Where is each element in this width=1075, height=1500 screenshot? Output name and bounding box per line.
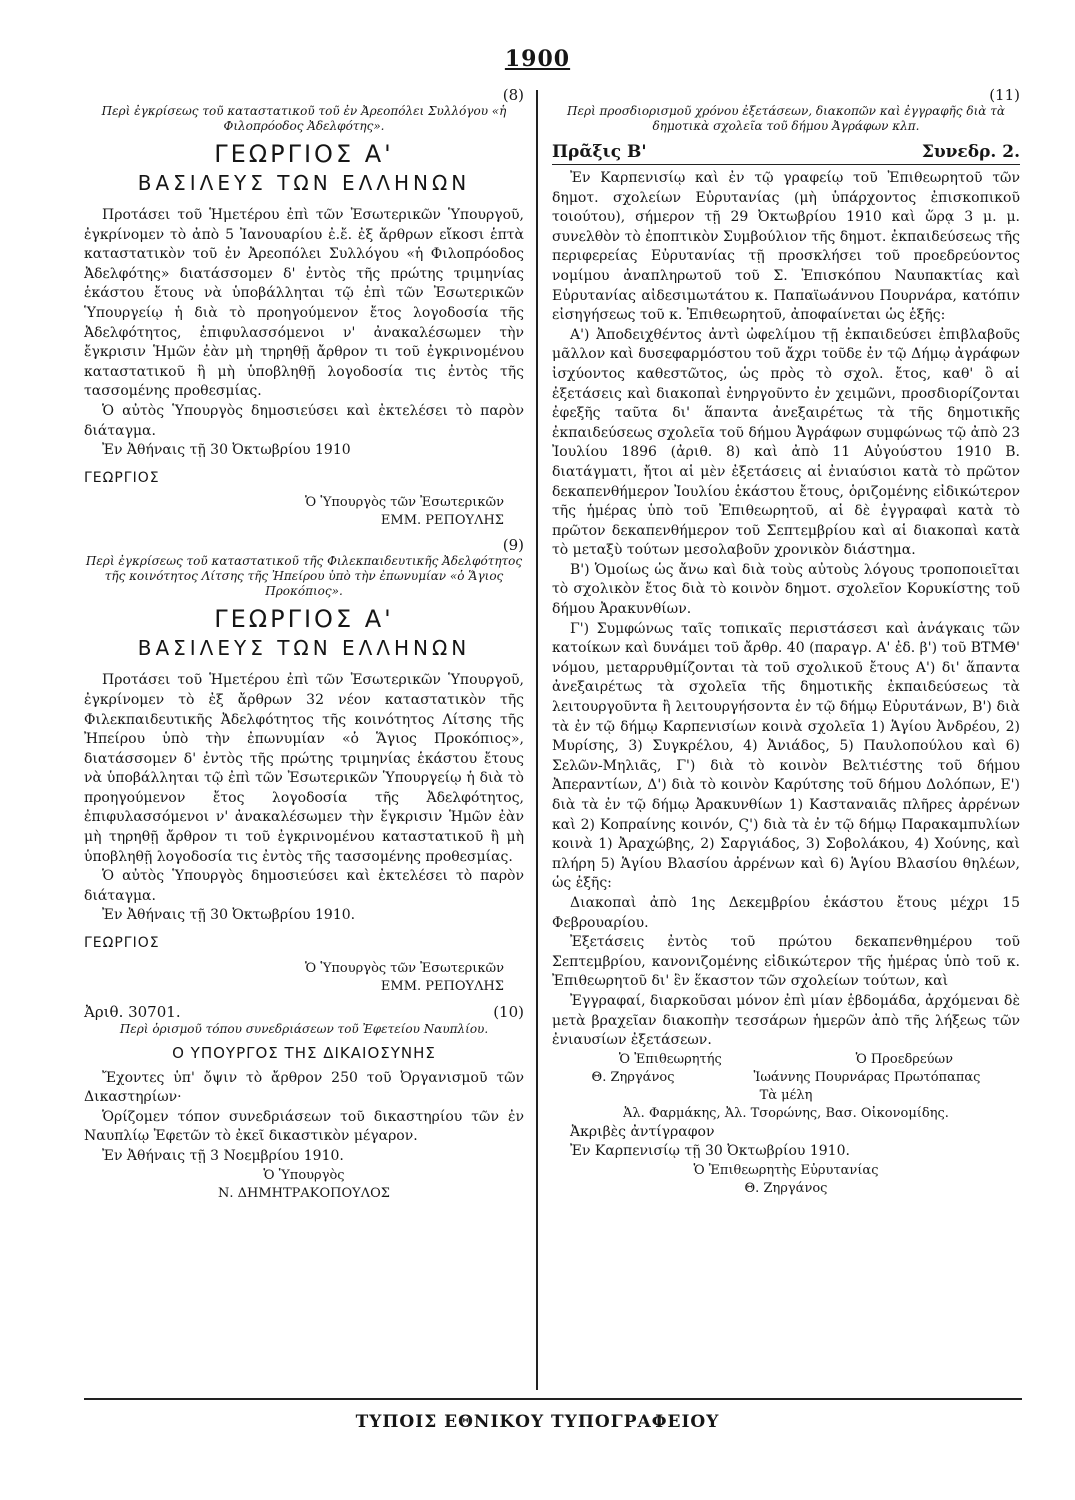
decree-number: (9) [502,536,524,555]
right-column [552,86,1020,1198]
decree-order: Ὁ αὐτὸς Ὑπουργὸς δημοσιεύσει καὶ ἐκτελέσει τὸ παρὸν διάταγμα. [84,868,524,904]
signer-name: Ν. ΔΗΜΗΤΡΑΚΟΠΟΥΛΟΣ [217,1185,390,1201]
minister-title: Ὁ Ὑπουργὸς τῶν Ἐσωτερικῶν [305,495,504,511]
king-heading: ΓΕΩΡΓΙΟΣ Α' [214,140,394,168]
column-divider [536,90,538,1390]
decree-subject: Περὶ ἐγκρίσεως τοῦ καταστατικοῦ τῆς Φιλεκπαιδευτικῆς Ἀδελφότητος τῆς κοινότητος Λίτσης τῆς Ἠπείρου ὑπὸ τὴν ἐπωνυμίαν «ὁ Ἅγιος Προκόπιος». [85,554,523,599]
act-number: (11) [989,86,1020,104]
decree-body: Προτάσει τοῦ Ἡμετέρου ἐπὶ τῶν Ἐσωτερικῶν Ὑπουργοῦ, ἐγκρίνομεν τὸ ἀπὸ 5 Ἰανουαρίου ἐ.ἔ. ἐξ ἄρθρων εἴκοσι ἑπτὰ καταστατικὸν τοῦ ἐν Ἀρεοπόλει Συλλόγου «ἡ Φιλοπρόοδος Ἀδελφότης» διατάσσομεν δ' ἐντὸς τῆς πρώτης τριμηνίας ἑκάστου ἔτους νὰ ὑποβάλληται τῷ ἐπὶ τῶν Ἐσωτερικῶν Ὑπουργείῳ ἡ διὰ τὸ προηγούμενον ἔτος λογοδοσία τῆς Ἀδελφότητος, ἐπιφυλασσόμενοι ν' ἀνακαλέσωμεν τὴν ἔγκρισιν Ἡμῶν ἐὰν μὴ τηρηθῇ ἄρθρον τι τοῦ ἐγκρινομένου καταστατικοῦ ἢ μὴ ὑποβληθῇ λογοδοσία τις ἐντὸς τῆς τασσομένης προθεσμίας. [84,207,524,400]
act-clause-f: Ἐγγραφαί, διαρκοῦσαι μόνον ἐπὶ μίαν ἑβδομάδα, ἀρχόμεναι δὲ μετὰ βραχεῖαν διακοπὴν τεσσάρων ἡμερῶν ἀπὸ τῆς λήξεως τῶν ἐνιαυσίων ἐξετάσεων. [552,992,1020,1049]
king-signature: ΓΕΩΡΓΙΟΣ [84,935,160,952]
printer-footer: ΤΥΠΟΙΣ ΕΘΝΙΚΟΥ ΤΥΠΟΓΡΑΦΕΙΟΥ [355,1412,720,1432]
decision-arith: Ἀριθ. 30701. [84,1002,181,1021]
signature-titles [552,1051,1020,1069]
act-date: Ἐν Καρπενισίῳ τῇ 30 Ὀκτωβρίου 1910. [570,1143,850,1160]
decision-subject: Περὶ ὁρισμοῦ τόπου συνεδριάσεων τοῦ Ἐφετείου Ναυπλίου. [119,1021,489,1036]
left-column [84,86,524,1203]
county-inspector-name: Θ. Ζηργάνος [744,1180,828,1196]
king-title: ΒΑΣΙΛΕΥΣ ΤΩΝ ΕΛΛΗΝΩΝ [137,171,471,195]
act-header-left: Πρᾶξις Β' [552,142,647,162]
act-header-right: Συνεδρ. 2. [921,142,1020,162]
decision-body-2: Ὁρίζομεν τόπον συνεδριάσεων τοῦ δικαστηρίου τῶν ἐν Ναυπλίῳ Ἐφετῶν τὸ ἐκεῖ δικαστικὸν μέγαρον. [84,1108,524,1145]
act-clause-a: Α') Ἀποδειχθέντος ἀντὶ ὠφελίμου τῇ ἐκπαιδεύσει ἐπιβλαβοῦς μᾶλλον καὶ δυσεφαρμόστου τοῦ ἄχρι τοῦδε ἐν τῷ Δήμῳ ἀγράφων ἰσχύοντος καθεστῶτος, ὡς πρὸς τὸ σχολ. ἔτος, καθ' ὃ αἱ ἐξετάσεις καὶ διακοπαὶ ἐνηργοῦντο ἐν χειμῶνι, προσδιορίζονται ἐφεξῆς ταῦτα δι' ἅπαντα ἀνεξαιρέτως τὰ τῆς δημοτικῆς ἐκπαιδεύσεως σχολεῖα τοῦ δήμου Ἀγράφων συμφώνως τῷ ἀπὸ 23 Ἰουλίου 1896 (ἀριθ. 8) καὶ ἀπὸ 11 Αὐγούστου 1910 Β. διατάγματι, ἤτοι αἱ μὲν ἐξετάσεις αἱ ἐνιαύσιοι κατὰ τὸ πρῶτον δεκαπενθήμερον Ἰουλίου ἑκάστου ἔτους, ὁριζομένης εἰδικώτερον τῆς ἡμέρας ὑπὸ τοῦ Ἐπιθεωρητοῦ, αἱ δὲ ἐγγραφαὶ κατὰ τὸ πρῶτον δεκαπενθήμερον τοῦ Σεπτεμβρίου καὶ αἱ διακοπαὶ κατὰ τὸ μεταξὺ τούτων μεσολαβοῦν χρονικὸν διάστημα. [552,326,1020,559]
decree-9 [84,536,524,995]
act-clause-b: Β') Ὁμοίως ὡς ἄνω καὶ διὰ τοὺς αὐτοὺς λόγους τροποποιεῖται τὸ σχολικὸν ἔτος διὰ τὸ κοινὸν δημοτ. σχολεῖον Κορυκίστης τοῦ δήμου Ἀρακυνθίων. [552,561,1020,618]
decree-subject: Περὶ ἐγκρίσεως τοῦ καταστατικοῦ τοῦ ἐν Ἀρεοπόλει Συλλόγου «ἡ Φιλοπρόοδος Ἀδελφότης». [101,104,507,133]
act-header [552,140,1020,165]
inspector-name: Θ. Ζηργάνος [591,1069,675,1085]
president-title: Ὁ Προεδρεύων [855,1051,954,1067]
decree-number: (8) [502,86,524,104]
members-list: Ἀλ. Φαρμάκης, Ἀλ. Τσορώνης, Βασ. Οἰκονομίδης. [623,1105,949,1121]
decree-date: Ἐν Ἀθήναις τῇ 30 Ὀκτωβρίου 1910 [102,442,351,459]
footer-rule [84,1398,1022,1400]
president-name: Ἰωάννης Πουρνάρας Πρωτόπαπας [753,1069,981,1085]
page-number: 1900 [504,46,571,72]
decision-number-line [84,1002,524,1022]
act-clause-c: Γ') Συμφώνως ταῖς τοπικαῖς περιστάσεσι καὶ ἀνάγκαις τῶν κατοίκων καὶ δυνάμει τοῦ ἄρθρ. 40 (παραγρ. Α' ἐδ. β') τοῦ ΒΤΜΘ' νόμου, μεταρρυθμίζονται τὰ τοῦ σχολικοῦ ἔτους Α') δι' ἅπαντα ἀνεξαιρέτως τὰ σχολεῖα τῆς δημοτικῆς ἐκπαιδεύσεως τὰ λειτουργοῦντα ἢ λειτουργήσοντα ἐν τῷ δήμῳ Εὐρυτάνων, Β') διὰ τὰ ἐν τῷ δήμῳ Καρπενισίων κοινὰ σχολεῖα 1) Ἁγίου Ἀνδρέου, 2) Μυρίσης, 3) Συγκρέλου, 4) Ἀνιάδος, 5) Παυλοπούλου καὶ 6) Σελῶν-Μηλιᾶς, Γ') διὰ τὸ κοινὸν Βελτιέστης τοῦ δήμου Ἀπεραντίων, Δ') διὰ τὸ κοινὸν Καρύτσης τοῦ δήμου Δολόπων, Ε') διὰ τὰ ἐν τῷ δήμῳ Ἀρακυνθίων 1) Κασταναιᾶς πλῆρες ἀρρένων καὶ 2) Κοπραίνης κοινόν, Ϛ') διὰ τὰ ἐν τῷ δήμῳ Παρακαμπυλίων κοινὰ 1) Ἀραχώβης, 2) Σαργιάδος, 3) Σοβολάκου, 4) Χούνης, καὶ πλήρη 5) Ἁγίου Βλασίου ἀρρένων καὶ 6) Ἁγίου Βλασίου θηλέων, ὡς ἑξῆς: [552,620,1020,892]
decision-number: (10) [493,1002,524,1021]
minister-title: Ὁ Ὑπουργὸς τῶν Ἐσωτερικῶν [305,960,504,976]
king-title: ΒΑΣΙΛΕΥΣ ΤΩΝ ΕΛΛΗΝΩΝ [137,636,471,661]
king-heading: ΓΕΩΡΓΙΟΣ Α' [214,605,394,634]
county-inspector-title: Ὁ Ἐπιθεωρητὴς Εὐρυτανίας [693,1162,879,1178]
minister-name: ΕΜΜ. ΡΕΠΟΥΛΗΣ [380,513,504,529]
king-signature: ΓΕΩΡΓΙΟΣ [84,469,160,486]
decision-date: Ἐν Ἀθήναις τῇ 3 Νοεμβρίου 1910. [102,1148,344,1164]
signature-names [552,1069,1020,1087]
true-copy-label: Ἀκριβὲς ἀντίγραφον [570,1123,715,1140]
act-11 [552,86,1020,1198]
inspector-title: Ὁ Ἐπιθεωρητής [618,1051,722,1067]
decree-body: Προτάσει τοῦ Ἡμετέρου ἐπὶ τῶν Ἐσωτερικῶν Ὑπουργοῦ, ἐγκρίνομεν τὸ ἐξ ἄρθρων 32 νέον καταστατικὸν τῆς Φιλεκπαιδευτικῆς Ἀδελφότητος τῆς κοινότητος Λίτσης τῆς Ἠπείρου ὑπὸ τὴν ἐπωνυμίαν «ὁ Ἅγιος Προκόπιος», διατάσσομεν δ' ἐντὸς τῆς πρώτης τριμηνίας ἑκάστου ἔτους νὰ ὑποβάλληται τῷ ἐπὶ τῶν Ἐσωτερικῶν Ὑπουργείῳ ἡ διὰ τὸ προηγούμενον ἔτος λογοδοσία τῆς Ἀδελφότητος, ἐπιφυλασσόμενοι ν' ἀνακαλέσωμεν τὴν ἔγκρισιν Ἡμῶν ἐὰν μὴ τηρηθῇ ἄρθρον τι τοῦ ἐγκρινομένου καταστατικοῦ ἢ μὴ ὑποβληθῇ λογοδοσία τις ἐντὸς τῆς τασσομένης προθεσμίας. [84,672,524,865]
decree-date: Ἐν Ἀθήναις τῇ 30 Ὀκτωβρίου 1910. [102,907,356,924]
act-subject: Περὶ προσδιορισμοῦ χρόνου ἐξετάσεων, διακοπῶν καὶ ἐγγραφῆς διὰ τὰ δημοτικὰ σχολεῖα τοῦ δήμου Ἀγράφων κλπ. [567,104,1005,133]
decree-8 [84,86,524,530]
decision-body-1: Ἔχοντες ὑπ' ὄψιν τὸ ἄρθρον 250 τοῦ Ὀργανισμοῦ τῶν Δικαστηρίων· [84,1069,524,1106]
signer-title: Ὁ Ὑπουργὸς [263,1167,345,1183]
act-clause-e: Ἐξετάσεις ἐντὸς τοῦ πρώτου δεκαπενθημέρου τοῦ Σεπτεμβρίου, κανονιζομένης εἰδικώτερον τῆς ἡμέρας ὑπὸ τοῦ κ. Ἐπιθεωρητοῦ δι' ἓν ἕκαστον τῶν σχολείων τούτων, καὶ [552,934,1020,990]
decision-10 [84,1002,524,1203]
decree-order: Ὁ αὐτὸς Ὑπουργὸς δημοσιεύσει καὶ ἐκτελέσει τὸ παρὸν διάταγμα. [84,402,524,439]
act-intro: Ἐν Καρπενισίῳ καὶ ἐν τῷ γραφείῳ τοῦ Ἐπιθεωρητοῦ τῶν δημοτ. σχολείων Εὐρυτανίας (μὴ ὑπάρχοντος ἐπισκοπικοῦ τοιούτου), σήμερον τῇ 29 Ὀκτωβρίου 1910 καὶ ὥρᾳ 3 μ. μ. συνελθὸν τὸ ἐποπτικὸν Συμβούλιον τῆς δημοτ. ἐκπαιδεύσεως τῆς περιφερείας Εὐρυτανίας τῇ προσκλήσει τοῦ προεδρεύοντος νομίμου ἀναπληρωτοῦ τοῦ Σ. Ἐπισκόπου Ναυπακτίας καὶ Εὐρυτανίας αἰδεσιμωτάτου κ. Παπαϊωάννου Πουρνάρα, κατόπιν εἰσηγήσεως τοῦ κ. Ἐπιθεωρητοῦ, ἀποφαίνεται ὡς ἑξῆς: [552,170,1020,324]
act-clause-d: Διακοπαὶ ἀπὸ 1ης Δεκεμβρίου ἑκάστου ἔτους μέχρι 15 Φεβρουαρίου. [552,894,1020,931]
members-label: Τὰ μέλη [759,1087,813,1103]
minister-heading: Ο ΥΠΟΥΡΓΟΣ ΤΗΣ ΔΙΚΑΙΟΣΥΝΗΣ [172,1043,436,1062]
minister-name: ΕΜΜ. ΡΕΠΟΥΛΗΣ [380,978,504,994]
